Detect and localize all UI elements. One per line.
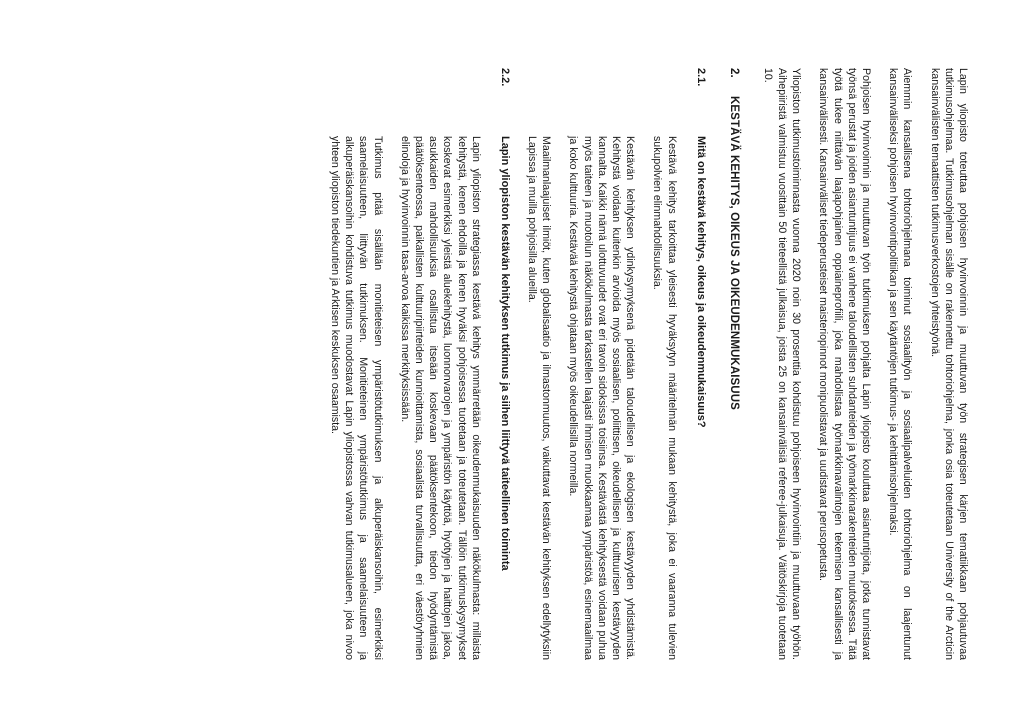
paragraph-doctoral-program: Aiemmin kansallisena tohtoriohjelmana toiminut sosiaalityön ja sosiaalipalveluiden tohtoriohjelma on laajentunut kansainväliseksi pohjoisen hyvinvointipolitiikan ja sen käytäntöjen tutkimus- ja kehittämisohjelmaksi. <box>887 68 914 660</box>
paragraph-environmental-research: Tutkimus pitää sisällään monitieteisen ympäristötutkimuksen ja alkuperäiskansoihin, esimerkiksi saamelaisuuteen, liittyvän tutkimuksen. Monitieteinen ympäristötutkimus ja saamelaisuuteen ja alkuperäiskansoihin kohdistuva tutkimus muodostavat Lapin yliopistossa vahvan tutkimusalueen, joka nivoo yhteen yliopiston tiedekuntien ja Arktisen keskuksen osaamista. <box>328 136 384 660</box>
paragraph-strategy-justice: Lapin yliopiston strategiassa kestävä kehitys ymmärretään oikeudenmukaisuuden näkökulmasta: millaista kehitystä, kenen ehdoilla ja kenen hyväksi pohjoisessa tuotetaan ja toteutetaan. Tällöin tutkimuskysymykset koskevat esimerkiksi yleistä aluekehitystä, luonnonvarojen ja ympäristön käyttöä, hyötyjen ja haittojen jakoa, asukkaiden mahdollisuuksia osallistua itseään koskevaan päätöksentekoon, tiedon hyödyntämistä päätöksenteossa, paikallisten kulttuuripiirteiden kunnioittamista, sosiaalista turvallisuutta, eri väestöryhmien elinoloja ja hyvinvoinnin tasa-arvoa kaikissa merkityksissään. <box>398 136 482 660</box>
section-heading-2 <box>726 68 741 660</box>
paragraph-global-phenomena: Maailmanlaajuiset ilmiöt, kuten globalisaatio ja ilmastonmuutos, vaikuttavat kestävän kehityksen edellytyksiin Lapissa ja muilla pohjoisilla alueilla. <box>525 136 553 660</box>
subsection-heading-2-2 <box>497 68 512 660</box>
paragraph-sustainability-dimensions: Kestävän kehityksen ydinkysymyksenä pidetään taloudellisen ja ekologisen kestävyyden yhdistämistä. Kehitystä voidaan kuitenkin arvioida myös sosiaalisen, poliittisen, oikeudellisen ja kulttuurisen kestävyyden kannalta. Kaikki nämä ulottuvuudet ovat eri tavoin sidoksissa toisiinsa. Kestävästä kehityksestä voidaan puhua myös taiteen ja muotoilun näkökulmasta tarkastellen laajasti ihmisen muokkaamaa ympäristöä, esinemaailmaa ja koko kulttuuria. Kestävää kehitystä ohjataan myös oikeudellisilla normeilla. <box>567 136 637 660</box>
paragraph-definition: Kestävä kehitys tarkoittaa yleisesti hyväksytyn määritelmän mukaan kehitystä, joka ei vaaranna tulevien sukupolvien elinmahdollisuuksia. <box>651 136 678 660</box>
subsection-heading-2-1 <box>693 68 708 660</box>
subsection-title: Mitä on kestävä kehitys, oikeus ja oikeudenmukaisuus? <box>694 136 707 428</box>
section-number: 2. <box>727 68 740 78</box>
subsection-number: 2.1. <box>694 68 707 87</box>
paragraph-research-program: Lapin yliopisto toteuttaa pohjoisen hyvinvoinnin ja muuttuvan työn strategisen kärjen tematiikkaan pohjautuvaa tutkimusohjelmaa. Tutkimusohjelman sisälle on rakennettu tohtoriohjelma, jonka osia toteutetaan University of the Arcticin kansainvälisten temaattisten tutkimusverkostojen yhteistyönä. <box>928 68 969 660</box>
paragraph-research-statistics: Yliopiston tutkimustoiminnasta vuonna 2020 noin 30 prosenttia kohdistuu pohjoiseen hyvinvointiin ja muuttuvaan työhön. Aihepiiristä valmistuu vuosittain 50 tieteellistä julkaisua, joista 25 on kansainvälisiä referee-julkaisuja. Väitöskirjoja tuotetaan 10. <box>761 68 803 660</box>
paragraph-northern-wellbeing-education: Pohjoisen hyvinvoinnin ja muuttuvan työn tutkimuksen pohjalta Lapin yliopisto kouluttaa asiantuntijoita, jotka tunnistavat työnsä perustat ja joiden asiantuntijuus ei vanhene taloudellisten suhdanteiden ja työmarkkinarakenteiden muutoksessa. Tätä työtä tukee niittävän laajapohjainen oppiaineprofiili, joka mahdollistaa työmarkkinavalintojen tekemisen kansallisesti ja kansainvälisesti. Kansainväliset tiedeperusteiset maisteriopinnot monipuolistavat ja uudistavat perusopetusta. <box>817 68 872 660</box>
section-title: KESTÄVÄ KEHITYS, OIKEUS JA OIKEUDENMUKAISUUS <box>727 96 740 410</box>
subsection-title: Lapin yliopiston kestävän kehityksen tutkimus ja siihen liittyvä taiteellinen toiminta <box>498 136 511 571</box>
subsection-number: 2.2. <box>498 68 511 87</box>
